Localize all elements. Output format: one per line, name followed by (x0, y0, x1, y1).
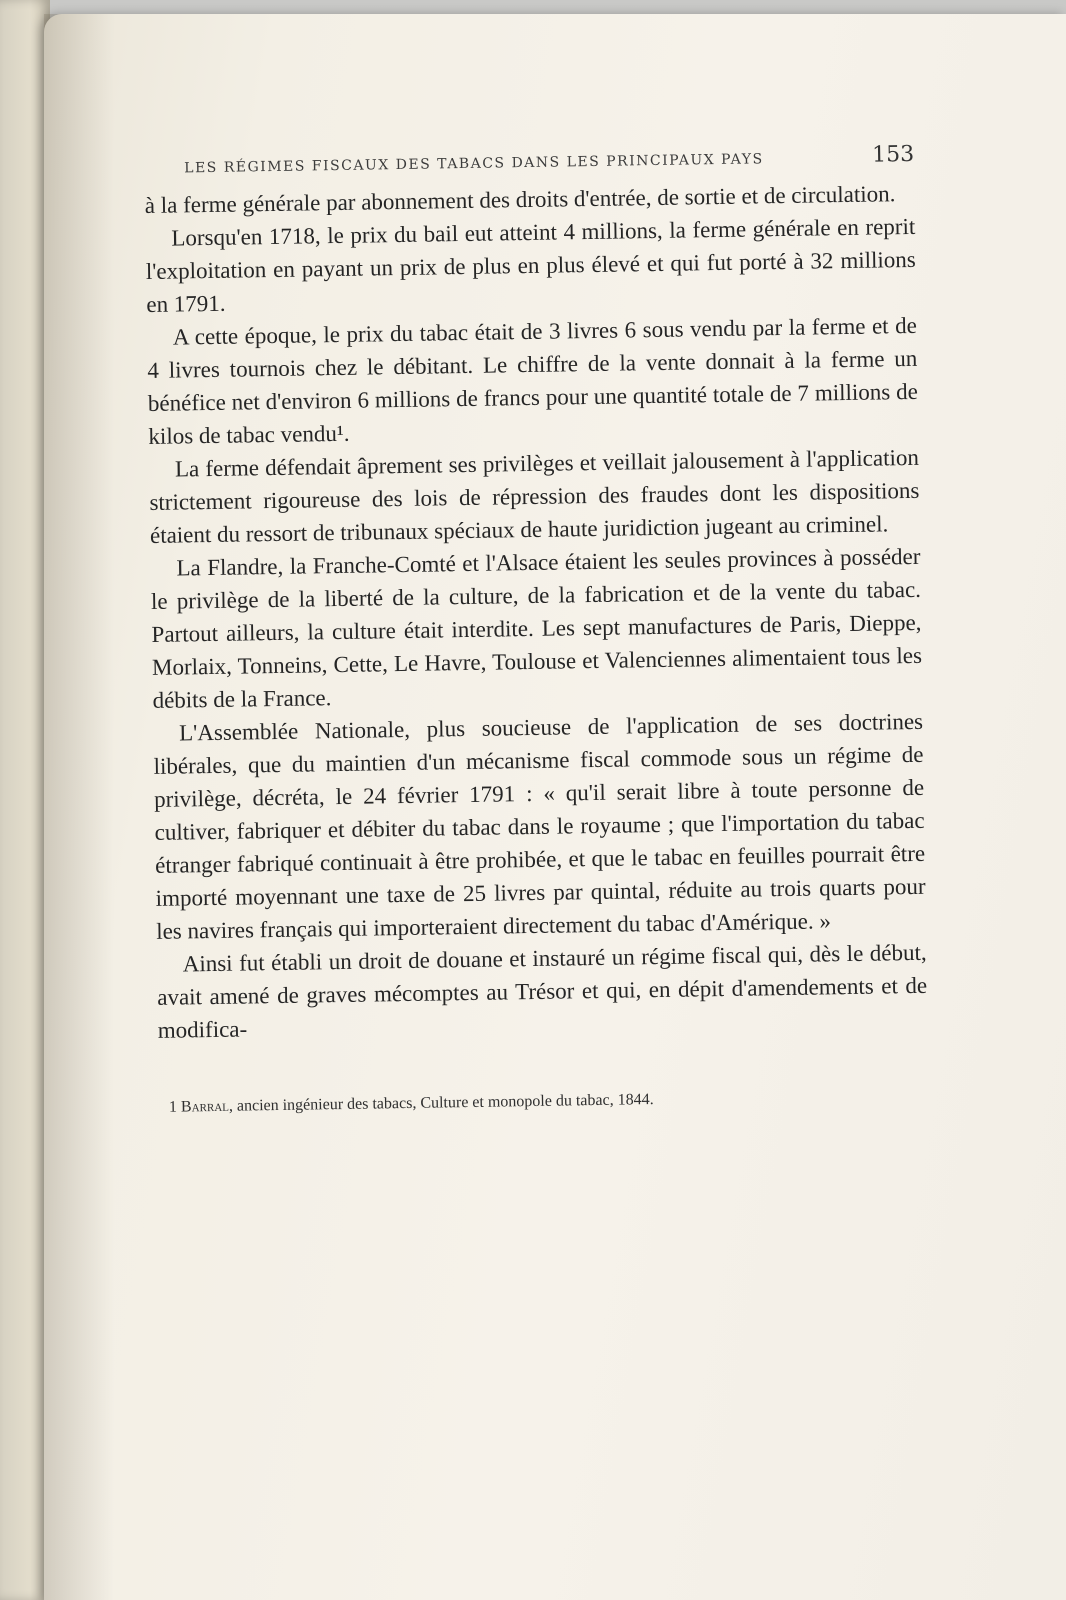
footnote (169, 1087, 929, 1117)
paragraph-4: La ferme défendait âprement ses privilèges et veillait jalousement à l'application strictement rigoureuse des lois de répression des fraudes dont les dispositions étaient du ressort de tribunaux spéciaux de haute juridiction jugeant au criminel. (149, 444, 920, 548)
page-content (144, 142, 929, 1117)
paragraph-3: A cette époque, le prix du tabac était de 3 livres 6 sous vendu par la ferme et de 4 livres tournois chez le débitant. Le chiffre de la vente donnait à la ferme un bénéfice net d'environ 6 millions de francs pour une quantité totale de 7 millions de kilos de tabac vendu¹. (147, 312, 919, 449)
book-page (44, 14, 1066, 1600)
paragraph-2: Lorsqu'en 1718, le prix du bail eut atteint 4 millions, la ferme générale en reprit l'exploitation en payant un prix de plus en plus élevé et qui fut porté à 32 millions en 1791. (145, 213, 916, 317)
running-head-title: LES RÉGIMES FISCAUX DES TABACS DANS LES PRINCIPAUX PAYS (184, 151, 764, 177)
paragraph-6: L'Assemblée Nationale, plus soucieuse de l'application de ses doctrines libérales, que du maintien d'un mécanisme fiscal commode sous un régime de privilège, décréta, le 24 février 1791 : « qu'il serait libre à toute personne de cultiver, fabriquer et débiter du tabac dans le royaume ; que l'importation du tabac étranger fabriqué continuait à être prohibée, et que le tabac en feuilles pourrait être importé moyennant une taxe de 25 livres par quintal, réduite au trois quarts pour les navires français qui importeraient directement du tabac d'Amérique. » (153, 708, 926, 944)
paragraph-1: à la ferme générale par abonnement des droits d'entrée, de sortie et de circulation. (144, 181, 896, 218)
page-gutter-shadow (44, 14, 114, 1600)
body-text (145, 177, 928, 1047)
footnote-text: , ancien ingénieur des tabacs, Culture et monopole du tabac, 1844. (228, 1091, 654, 1115)
paragraph-7: Ainsi fut établi un droit de douane et instauré un régime fiscal qui, dès le début, avait amené de graves mécomptes au Trésor et qui, en dépit d'amendements et de modifica- (157, 939, 928, 1043)
footnote-marker: 1 (168, 1098, 178, 1116)
previous-page-edge (0, 0, 50, 1600)
running-head (184, 142, 914, 178)
footnote-author: Barral (180, 1097, 230, 1116)
paragraph-5: La Flandre, la Franche-Comté et l'Alsace étaient les seules provinces à posséder le privilège de la liberté de la culture, de la fabrication et de la vente du tabac. Partout ailleurs, la culture était interdite. Les sept manufactures de Paris, Dieppe, Morlaix, Tonneins, Cette, Le Havre, Toulouse et Valenciennes alimentaient tous les débits de la France. (150, 543, 923, 713)
page-number: 153 (871, 141, 915, 168)
